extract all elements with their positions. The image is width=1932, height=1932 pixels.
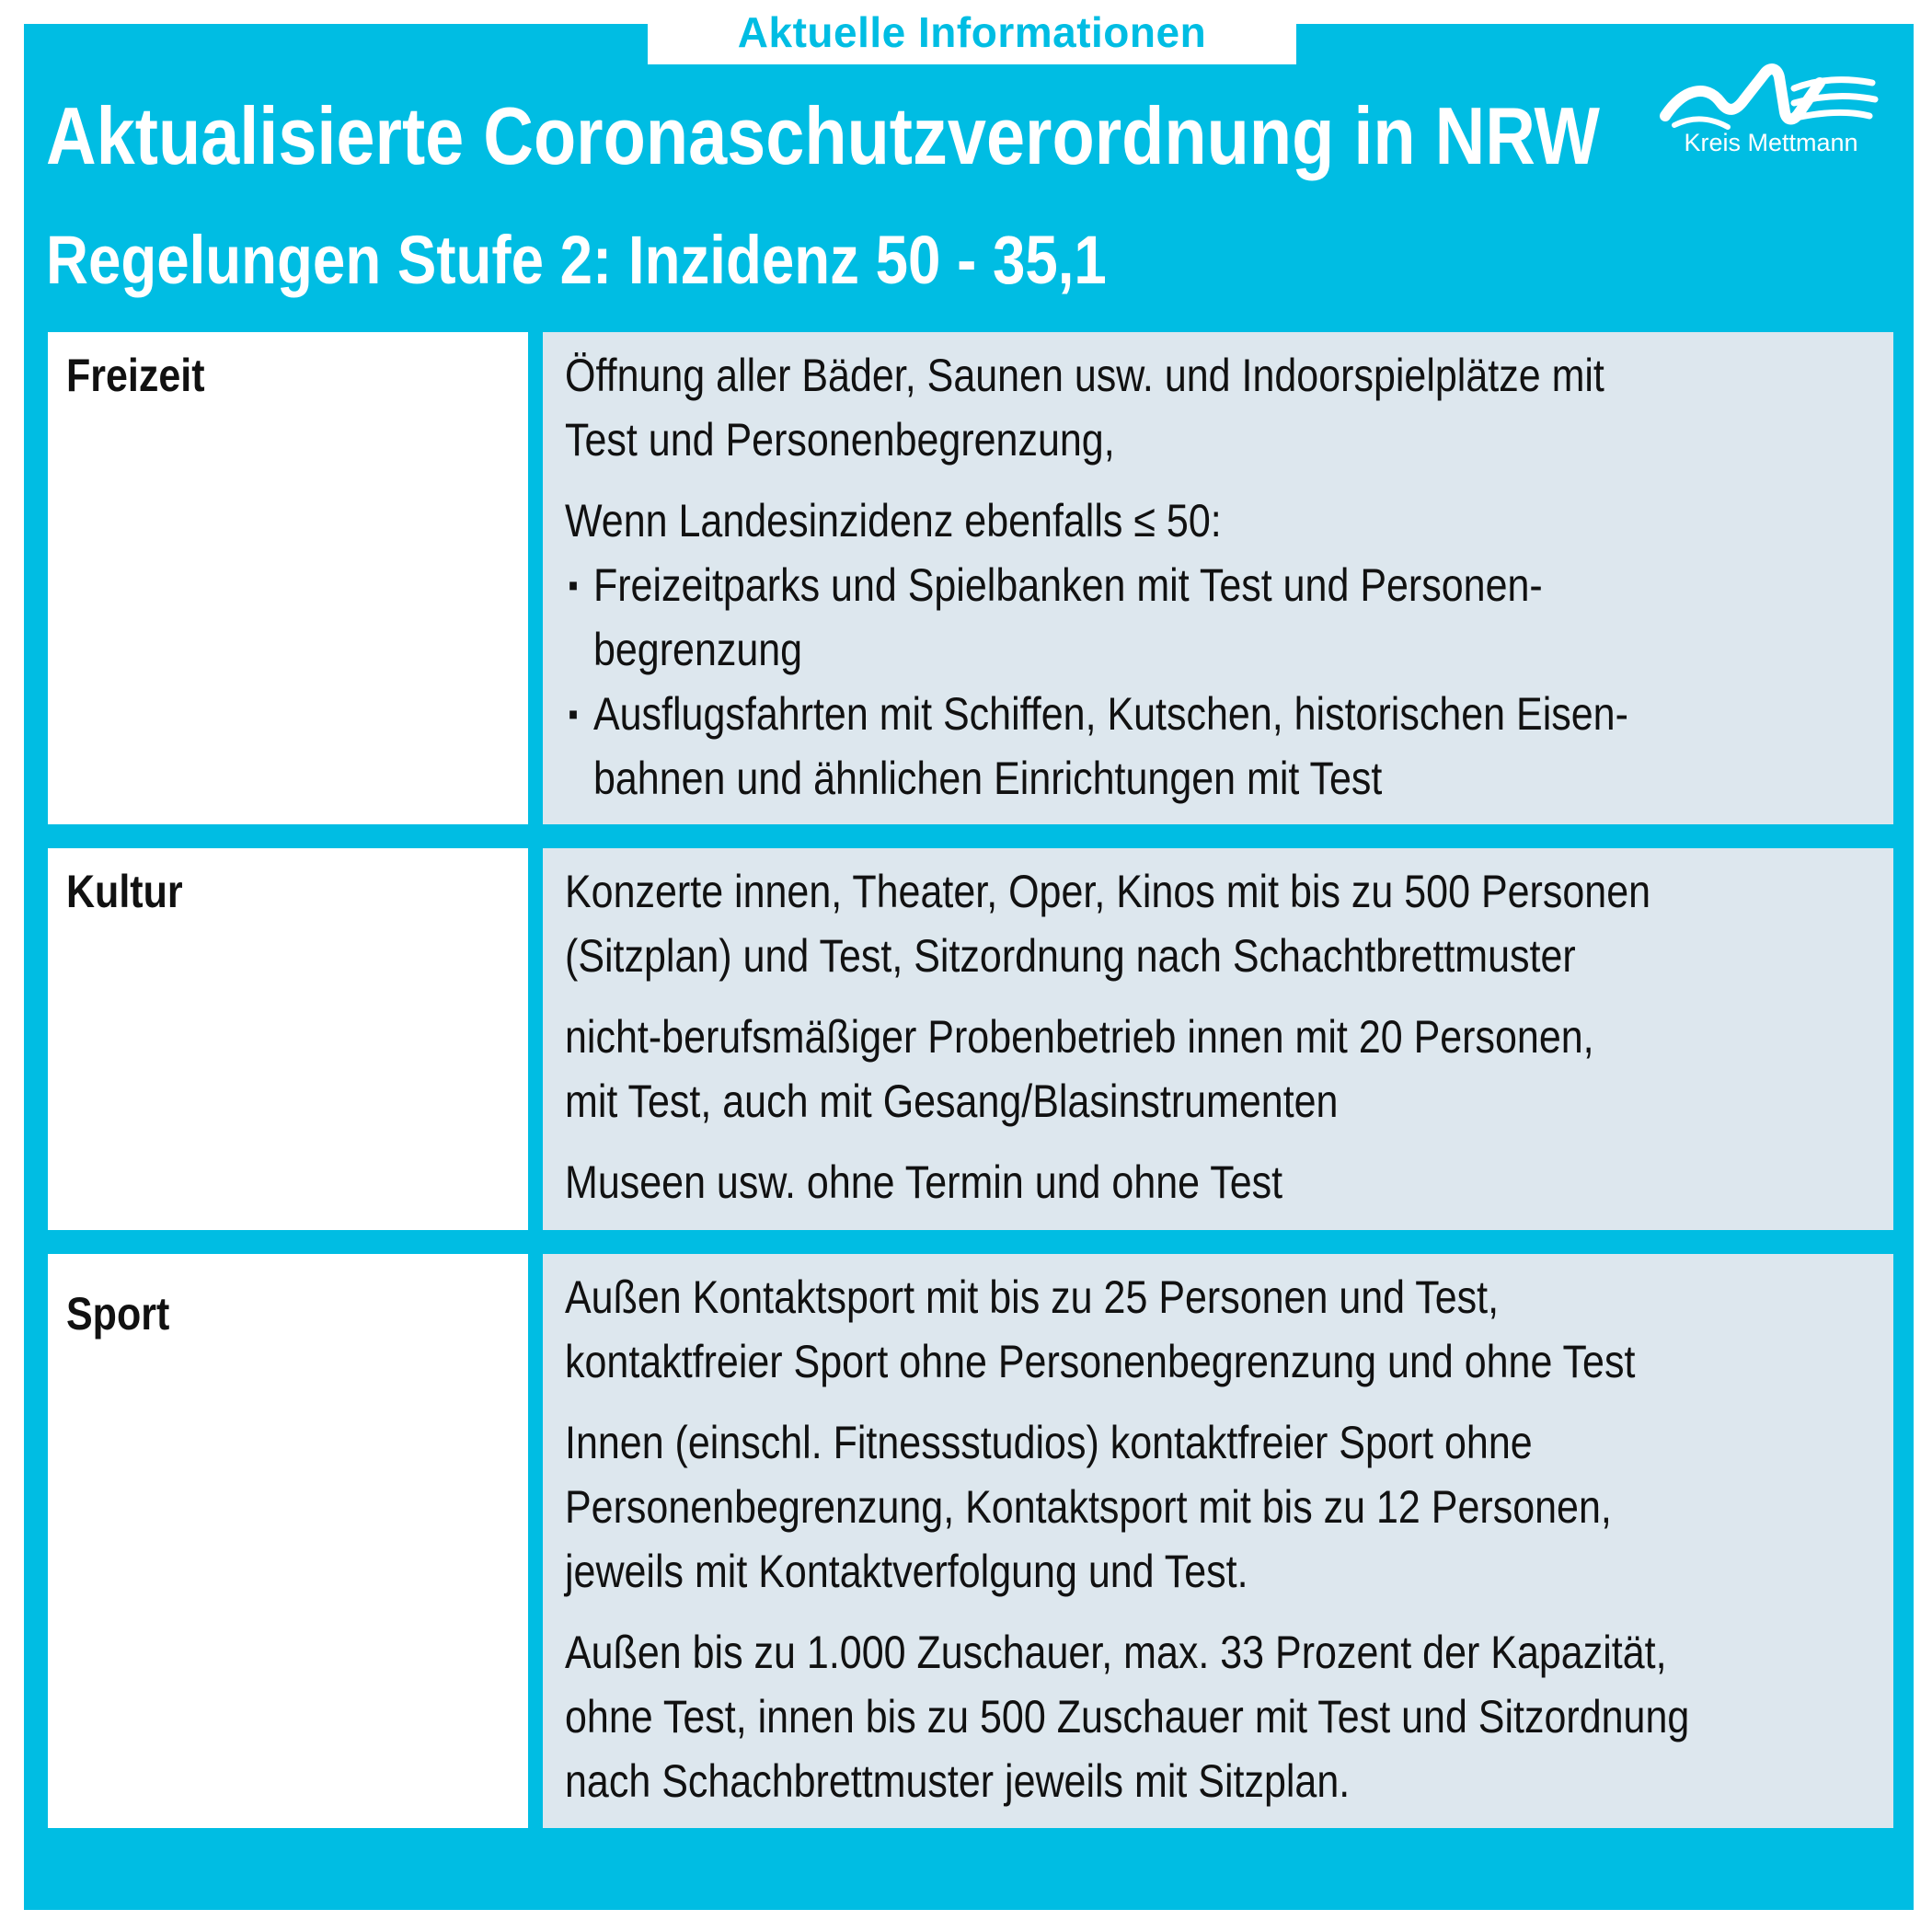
text-line: nicht-berufsmäßiger Probenbetrieb innen mit 20 Personen, (565, 1011, 1594, 1063)
text-line: Test und Personenbegrenzung, (565, 414, 1115, 466)
text-line: bahnen und ähnlichen Einrichtungen mit Test (592, 753, 1383, 804)
row-content-kultur (565, 859, 1879, 1231)
text-line: Museen usw. ohne Termin und ohne Test (565, 1156, 1283, 1208)
text-line: Innen (einschl. Fitnessstudios) kontaktfreier Sport ohne (565, 1417, 1533, 1468)
logo-text: Kreis Mettmann (1684, 129, 1858, 156)
paragraph (565, 1265, 1879, 1394)
text-line: (Sitzplan) und Test, Sitzordnung nach Schachtbrettmuster (565, 930, 1576, 982)
bullet-icon: ▪ (568, 695, 579, 732)
header-tab-label: Aktuelle Informationen (737, 8, 1207, 56)
row-label-freizeit: Freizeit (66, 350, 205, 401)
text-line: Konzerte innen, Theater, Oper, Kinos mit bis zu 500 Personen (565, 866, 1651, 917)
row-label-cell-kultur (48, 848, 528, 1230)
row-label-sport: Sport (66, 1288, 170, 1340)
row-label-kultur: Kultur (66, 866, 183, 917)
paragraph (565, 859, 1879, 988)
row-content-cell-freizeit (543, 332, 1893, 824)
row-content-sport (565, 1265, 1879, 1830)
list-item (565, 682, 1879, 811)
text-line: jeweils mit Kontaktverfolgung und Test. (565, 1546, 1248, 1597)
text-line: kontaktfreier Sport ohne Personenbegrenzung und ohne Test (565, 1336, 1636, 1387)
list-item (565, 553, 1879, 682)
paragraph (565, 343, 1879, 472)
text-line: nach Schachbrettmuster jeweils mit Sitzplan. (565, 1755, 1351, 1807)
row-content-cell-sport (543, 1254, 1893, 1828)
page-subtitle: Regelungen Stufe 2: Inzidenz 50 - 35,1 (46, 222, 1107, 298)
bullet-list (565, 553, 1879, 811)
text-line: Öffnung aller Bäder, Saunen usw. und Indoorspielplätze mit (565, 350, 1604, 401)
paragraph (565, 1620, 1879, 1813)
row-label-cell-freizeit (48, 332, 528, 824)
row-content-cell-kultur (543, 848, 1893, 1230)
bullet-icon: ▪ (568, 566, 579, 604)
text-line: begrenzung (592, 624, 803, 675)
text-line: ohne Test, innen bis zu 500 Zuschauer mit Test und Sitzordnung (565, 1691, 1690, 1742)
row-label-cell-sport (48, 1254, 528, 1828)
text-line: Ausflugsfahrten mit Schiffen, Kutschen, historischen Eisen- (592, 688, 1628, 740)
paragraph (565, 1410, 1879, 1604)
paragraph (565, 1150, 1879, 1214)
paragraph-intro: Wenn Landesinzidenz ebenfalls ≤ 50: (565, 495, 1222, 546)
text-line: Außen bis zu 1.000 Zuschauer, max. 33 Prozent der Kapazität, (565, 1627, 1667, 1678)
text-line: Personenbegrenzung, Kontaktsport mit bis zu 12 Personen, (565, 1481, 1612, 1533)
page-title: Aktualisierte Coronaschutzverordnung in NRW (46, 90, 1600, 181)
paragraph (565, 1005, 1879, 1133)
row-content-freizeit (565, 343, 1879, 811)
text-line: Außen Kontaktsport mit bis zu 25 Personen und Test, (565, 1271, 1500, 1323)
text-line: mit Test, auch mit Gesang/Blasinstrumenten (565, 1075, 1339, 1127)
text-line: Freizeitparks und Spielbanken mit Test und Personen- (592, 559, 1543, 611)
